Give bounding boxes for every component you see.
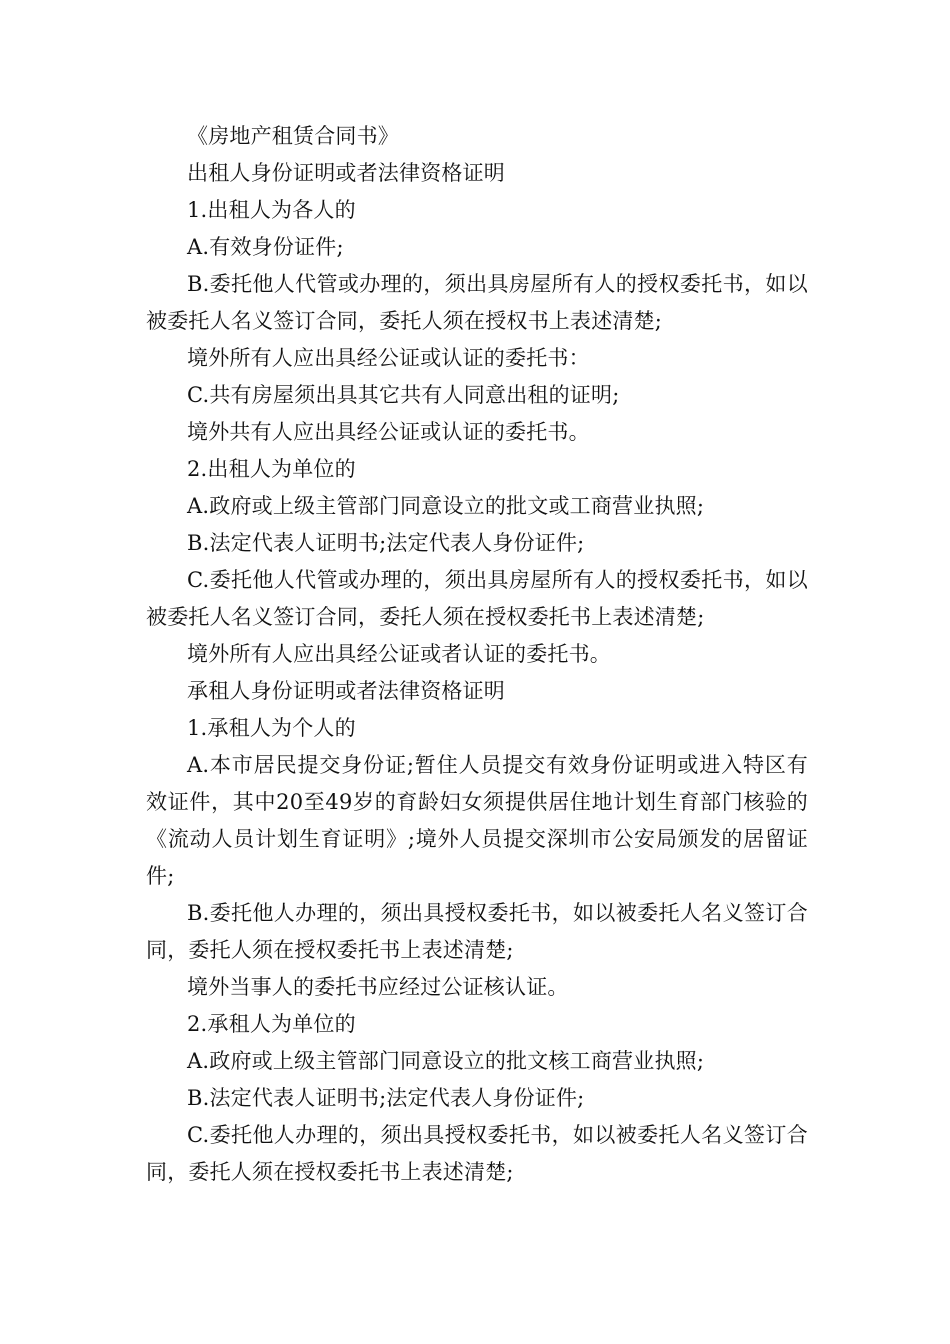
paragraph: B.委托他人代管或办理的，须出具房屋所有人的授权委托书，如以被委托人名义签订合同，委托人须在授权书上表述清楚; — [146, 272, 808, 333]
paragraph: B.法定代表人证明书;法定代表人身份证件; — [187, 1086, 585, 1110]
paragraph: A.有效身份证件; — [187, 235, 344, 259]
paragraph: 2.承租人为单位的 — [187, 1012, 356, 1036]
paragraph: 境外共有人应出具经公证或认证的委托书。 — [187, 420, 590, 444]
section-heading-lessee: 承租人身份证明或者法律资格证明 — [187, 679, 505, 703]
document-body — [146, 118, 808, 1191]
paragraph: 1.出租人为各人的 — [187, 198, 356, 222]
paragraph: A.本市居民提交身份证;暂住人员提交有效身份证明或进入特区有效证件，其中20至49岁的育龄妇女须提供居住地计划生育部门核验的《流动人员计划生育证明》;境外人员提交深圳市公安局颁发的居留证件; — [146, 753, 808, 888]
paragraph: C.委托他人代管或办理的，须出具房屋所有人的授权委托书，如以被委托人名义签订合同，委托人须在授权委托书上表述清楚; — [146, 568, 808, 629]
paragraph: A.政府或上级主管部门同意设立的批文核工商营业执照; — [187, 1049, 705, 1073]
paragraph: C.委托他人办理的，须出具授权委托书，如以被委托人名义签订合同，委托人须在授权委托书上表述清楚; — [146, 1123, 808, 1184]
paragraph: 1.承租人为个人的 — [187, 716, 356, 740]
document-title: 《房地产租赁合同书》 — [187, 124, 399, 148]
paragraph: B.委托他人办理的，须出具授权委托书，如以被委托人名义签订合同，委托人须在授权委托书上表述清楚; — [146, 901, 808, 962]
paragraph: 境外当事人的委托书应经过公证核认证。 — [187, 975, 569, 999]
paragraph: C.共有房屋须出具其它共有人同意出租的证明; — [187, 383, 620, 407]
paragraph: 境外所有人应出具经公证或者认证的委托书。 — [187, 642, 611, 666]
paragraph: B.法定代表人证明书;法定代表人身份证件; — [187, 531, 585, 555]
paragraph: A.政府或上级主管部门同意设立的批文或工商营业执照; — [187, 494, 705, 518]
section-heading-lessor: 出租人身份证明或者法律资格证明 — [187, 161, 505, 185]
paragraph: 2.出租人为单位的 — [187, 457, 356, 481]
paragraph: 境外所有人应出具经公证或认证的委托书： — [187, 346, 590, 370]
